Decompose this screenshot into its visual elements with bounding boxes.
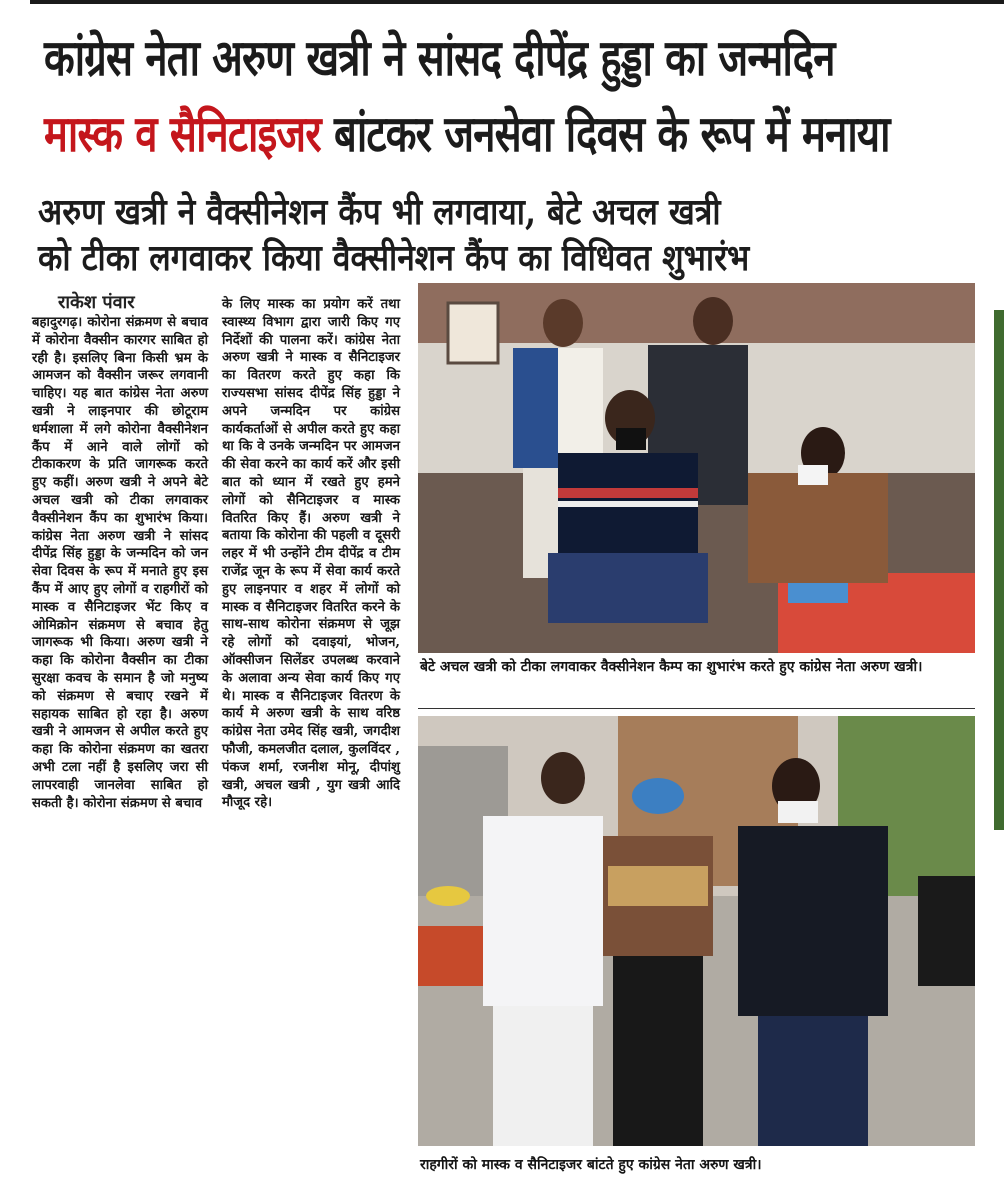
article-column-2: के लिए मास्क का प्रयोग करें तथा स्वास्थ्य विभाग द्वारा जारी किए गए निर्देशों की पालना करें। कांग्रेस नेता अरुण खत्री ने मास्क व सैनिटाइजर का वितरण करते हुए कहा कि राज्यसभा सांसद दीपेंद्र सिंह हुड्डा ने अपने जन्मदिन पर कांग्रेस कार्यकर्ताओं से अपील करते हुए कहा था कि वे उनके जन्मदिन पर आमजन की सेवा करने का कार्य करें और इसी बात को ध्यान में रखते हुए हमने लोगों को सैनिटाइजर व मास्क वितरित किए हैं। अरुण खत्री ने बताया कि कोरोना की पहली व दूसरी लहर में भी उन्होंने टीम दीपेंद्र व टीम राजेंद्र जून के रूप में सेवा कार्य करते हुए लाइनपार व शहर में लोगों को मास्क व सैनिटाइजर वितरित करने के साथ-साथ कोरोना संक्रमण से जूझ रहे लोगों को दवाइयां, भोजन, ऑक्सीजन सिलेंडर उपलब्ध करवाने के अलावा अन्य सेवा कार्य किए गए थे। मास्क व सैनिटाइजर वितरण के कार्य मे अरुण खत्री के साथ वरिष्ठ कांग्रेस नेता उमेद सिंह खत्री, जगदीश फौजी, कमलजीत दलाल, कुलविंदर , पंकज शर्मा, रजनीश मोनू, दीपांशु खत्री, अचल खत्री , युग खत्री आदि मौजूद रहे। (222, 297, 400, 811)
headline-highlight: मास्क व सैनिटाइजर (44, 105, 321, 163)
subheadline-line-2: को टीका लगवाकर किया वैक्सीनेशन कैंप का विधिवत शुभारंभ (38, 237, 750, 279)
top-rule (30, 0, 1004, 4)
vaccination-scene-illustration (418, 283, 975, 653)
caption-divider (418, 708, 975, 709)
street-scene-illustration (418, 716, 975, 1146)
photo-2-caption: राहगीरों को मास्क व सैनिटाइजर बांटते हुए कांग्रेस नेता अरुण खत्री। (420, 1157, 762, 1173)
headline-line-2-rest: बांटकर जनसेवा दिवस के रूप में मनाया (320, 105, 890, 163)
adjacent-photo-edge (994, 310, 1004, 830)
subheadline-line-1: अरुण खत्री ने वैक्सीनेशन कैंप भी लगवाया, बेटे अचल खत्री (38, 191, 721, 233)
vaccination-photo (418, 283, 975, 653)
byline: राकेश पंवार (58, 292, 135, 313)
photo-1-caption: बेटे अचल खत्री को टीका लगवाकर वैक्सीनेशन कैम्प का शुभारंभ करते हुए कांग्रेस नेता अरुण खत्री। (420, 659, 923, 675)
headline-line-1: कांग्रेस नेता अरुण खत्री ने सांसद दीपेंद्र हुड्डा का जन्मदिन (44, 29, 835, 87)
mask-distribution-photo (418, 716, 975, 1146)
article-column-1: बहादुरगढ़। कोरोना संक्रमण से बचाव में कोरोना वैक्सीन कारगर साबित हो रही है। इसलिए बिना किसी भ्रम के आमजन को वैक्सीन जरूर लगवानी चाहिए। यह बात कांग्रेस नेता अरुण खत्री ने लाइनपार की छोटूराम धर्मशाला में लगे कोरोना वैक्सीनेशन कैंप में आने वाले लोगों को टीकाकरण के प्रति जागरूक करते हुए कहीं। अरुण खत्री ने अपने बेटे अचल खत्री को टीका लगवाकर वैक्सीनेशन कैंप का शुभारंभ किया। कांग्रेस नेता अरुण खत्री ने सांसद दीपेंद्र सिंह हुड्डा के जन्मदिन को जन सेवा दिवस के रूप में मनाते हुए इस कैंप में आए हुए लोगों व राहगीरों को मास्क व सैनिटाइजर भेंट किए व ओमिक्रोन संक्रमण से बचाव हेतु जागरूक भी किया। अरुण खत्री ने कहा कि कोरोना वैक्सीन का टीका सुरक्षा कवच के समान है जो मनुष्य को संक्रमण से बचाए रखने में सहायक साबित हो रहा है। अरुण खत्री ने आमजन से अपील करते हुए कहा कि कोरोना संक्रमण का खतरा अभी टला नहीं है इसलिए जरा सी लापरवाही जानलेवा साबित हो सकती है। कोरोना संक्रमण से बचाव (32, 315, 208, 811)
headline-line-2 (44, 98, 890, 166)
